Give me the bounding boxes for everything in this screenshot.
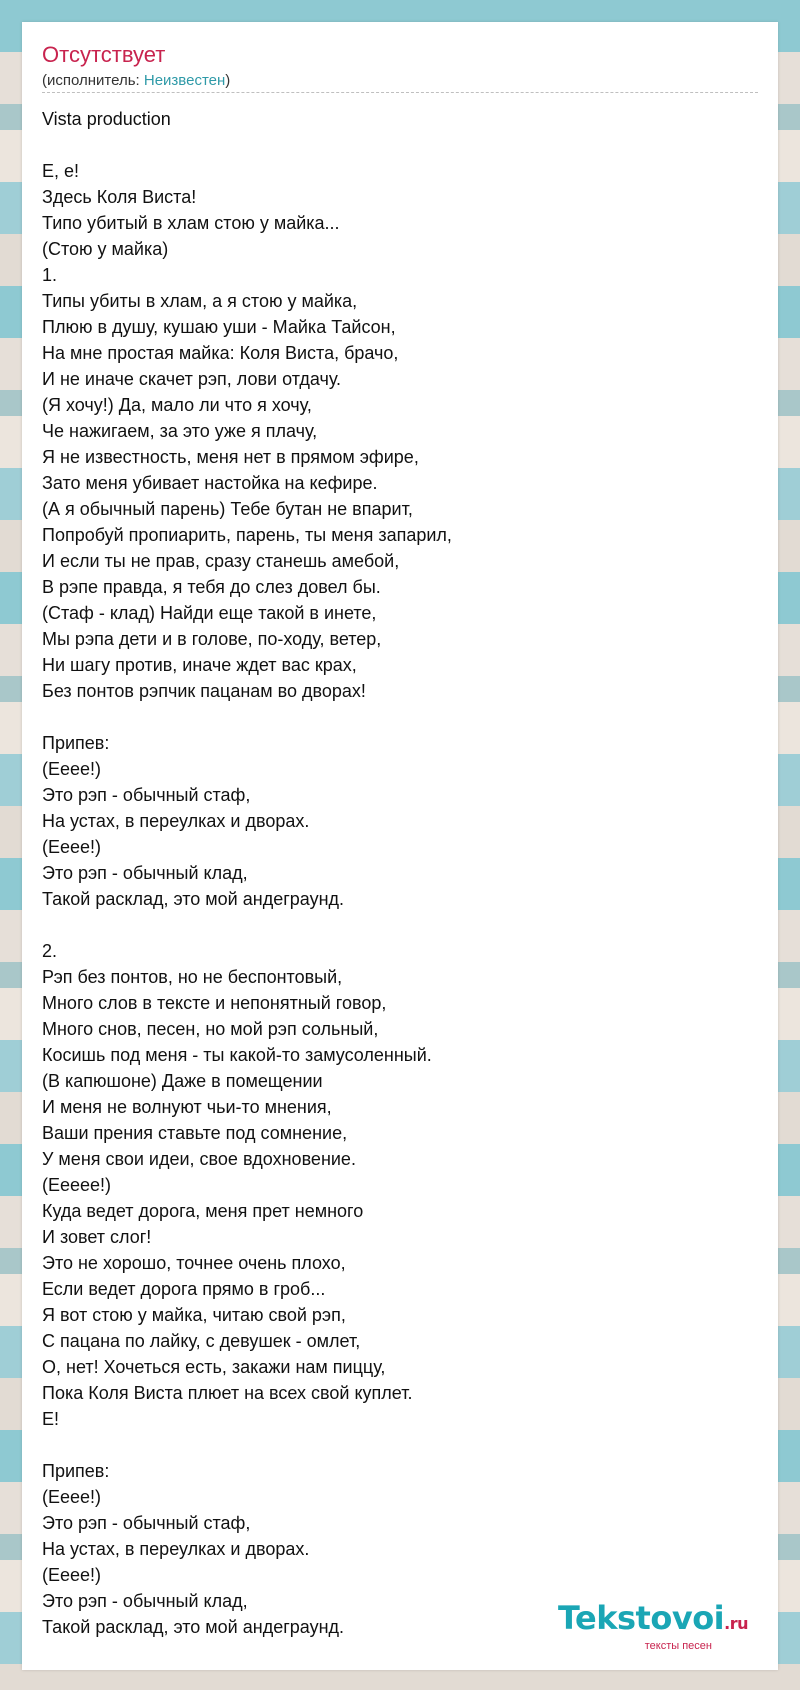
lyric-line: Куда ведет дорога, меня прет немного — [42, 1201, 364, 1221]
lyric-line: Это не хорошо, точнее очень плохо, — [42, 1253, 346, 1273]
lyric-line: Если ведет дорога прямо в гроб... — [42, 1279, 326, 1299]
lyric-line: 1. — [42, 265, 58, 285]
lyric-line: (В капюшоне) Даже в помещении — [42, 1071, 323, 1091]
lyric-line: Плюю в душу, кушаю уши - Майка Тайсон, — [42, 317, 396, 337]
lyric-line: У меня свои идеи, свое вдохновение. — [42, 1149, 356, 1169]
lyric-line: Такой расклад, это мой андеграунд. — [42, 1617, 345, 1637]
lyric-line: В рэпе правда, я тебя до слез довел бы. — [42, 577, 381, 597]
lyric-line: Ни шагу против, иначе ждет вас крах, — [42, 655, 357, 675]
lyric-line: Припев: — [42, 1461, 110, 1481]
lyric-line: Я не известность, меня нет в прямом эфире, — [42, 447, 419, 467]
lyric-line: Это рэп - обычный стаф, — [42, 785, 251, 805]
lyric-line: (Стою у майка) — [42, 239, 169, 259]
lyric-line: На устах, в переулках и дворах. — [42, 811, 310, 831]
song-title: Отсутствует — [42, 42, 166, 67]
lyric-line: Типы убиты в хлам, а я стою у майка, — [42, 291, 358, 311]
lyric-line: На устах, в переулках и дворах. — [42, 1539, 310, 1559]
lyric-blank-line — [42, 704, 742, 730]
lyric-blank-line — [42, 132, 742, 158]
lyric-line: Припев: — [42, 733, 110, 753]
lyric-line: Е! — [42, 1409, 60, 1429]
lyric-line: Мы рэпа дети и в голове, по-ходу, ветер, — [42, 629, 382, 649]
lyric-line: Vista production — [42, 109, 171, 129]
lyric-line: (Стаф - клад) Найди еще такой в инете, — [42, 603, 377, 623]
artist-prefix: (исполнитель: — [42, 72, 144, 89]
lyric-line: Здесь Коля Виста! — [42, 187, 197, 207]
lyric-line: Это рэп - обычный стаф, — [42, 1513, 251, 1533]
lyrics-card — [22, 22, 778, 1670]
lyric-line: (Ееее!) — [42, 837, 102, 857]
lyric-line: Е, е! — [42, 161, 80, 181]
lyrics-text — [42, 106, 742, 1640]
lyric-line: (Еееее!) — [42, 1175, 112, 1195]
lyric-line: С пацана по лайку, с девушек - омлет, — [42, 1331, 361, 1351]
lyric-line: И зовет слог! — [42, 1227, 152, 1247]
lyric-line: Ваши прения ставьте под сомнение, — [42, 1123, 348, 1143]
lyric-line: (Ееее!) — [42, 1487, 102, 1507]
lyric-line: Попробуй пропиарить, парень, ты меня запарил, — [42, 525, 452, 545]
artist-suffix: ) — [225, 72, 231, 89]
artist-line — [42, 72, 230, 89]
logo-text: Tekstovoi — [557, 1599, 725, 1637]
lyric-line: О, нет! Хочеться есть, закажи нам пиццу, — [42, 1357, 386, 1377]
lyric-line: Рэп без понтов, но не беспонтовый, — [42, 967, 343, 987]
logo-tagline: тексты песен — [644, 1640, 712, 1652]
lyric-line: И если ты не прав, сразу станешь амебой, — [42, 551, 400, 571]
lyric-line: На мне простая майка: Коля Виста, брачо, — [42, 343, 399, 363]
lyric-line: Много слов в тексте и непонятный говор, — [42, 993, 387, 1013]
lyric-line: (Ееее!) — [42, 759, 102, 779]
lyric-line: Косишь под меня - ты какой-то замусоленный. — [42, 1045, 432, 1065]
lyric-line: Пока Коля Виста плюет на всех свой куплет. — [42, 1383, 413, 1403]
lyric-line: 2. — [42, 941, 58, 961]
lyric-line: Че нажигаем, за это уже я плачу, — [42, 421, 318, 441]
logo-tld: .ru — [724, 1614, 748, 1633]
lyric-line: Это рэп - обычный клад, — [42, 1591, 248, 1611]
site-logo[interactable] — [557, 1599, 748, 1652]
lyric-line: И меня не волнуют чьи-то мнения, — [42, 1097, 332, 1117]
lyric-line: (Ееее!) — [42, 1565, 102, 1585]
lyric-line: (Я хочу!) Да, мало ли что я хочу, — [42, 395, 312, 415]
lyric-line: Типо убитый в хлам стою у майка... — [42, 213, 340, 233]
title-divider — [42, 92, 758, 93]
lyric-line: (А я обычный парень) Тебе бутан не впарит, — [42, 499, 413, 519]
lyric-line: И не иначе скачет рэп, лови отдачу. — [42, 369, 342, 389]
lyric-blank-line — [42, 912, 742, 938]
lyric-line: Много снов, песен, но мой рэп сольный, — [42, 1019, 379, 1039]
lyric-line: Это рэп - обычный клад, — [42, 863, 248, 883]
lyric-line: Без понтов рэпчик пацанам во дворах! — [42, 681, 366, 701]
lyric-line: Такой расклад, это мой андеграунд. — [42, 889, 345, 909]
artist-link[interactable]: Неизвестен — [143, 72, 226, 89]
lyric-blank-line — [42, 1432, 742, 1458]
lyric-line: Зато меня убивает настойка на кефире. — [42, 473, 378, 493]
lyric-line: Я вот стою у майка, читаю свой рэп, — [42, 1305, 346, 1325]
